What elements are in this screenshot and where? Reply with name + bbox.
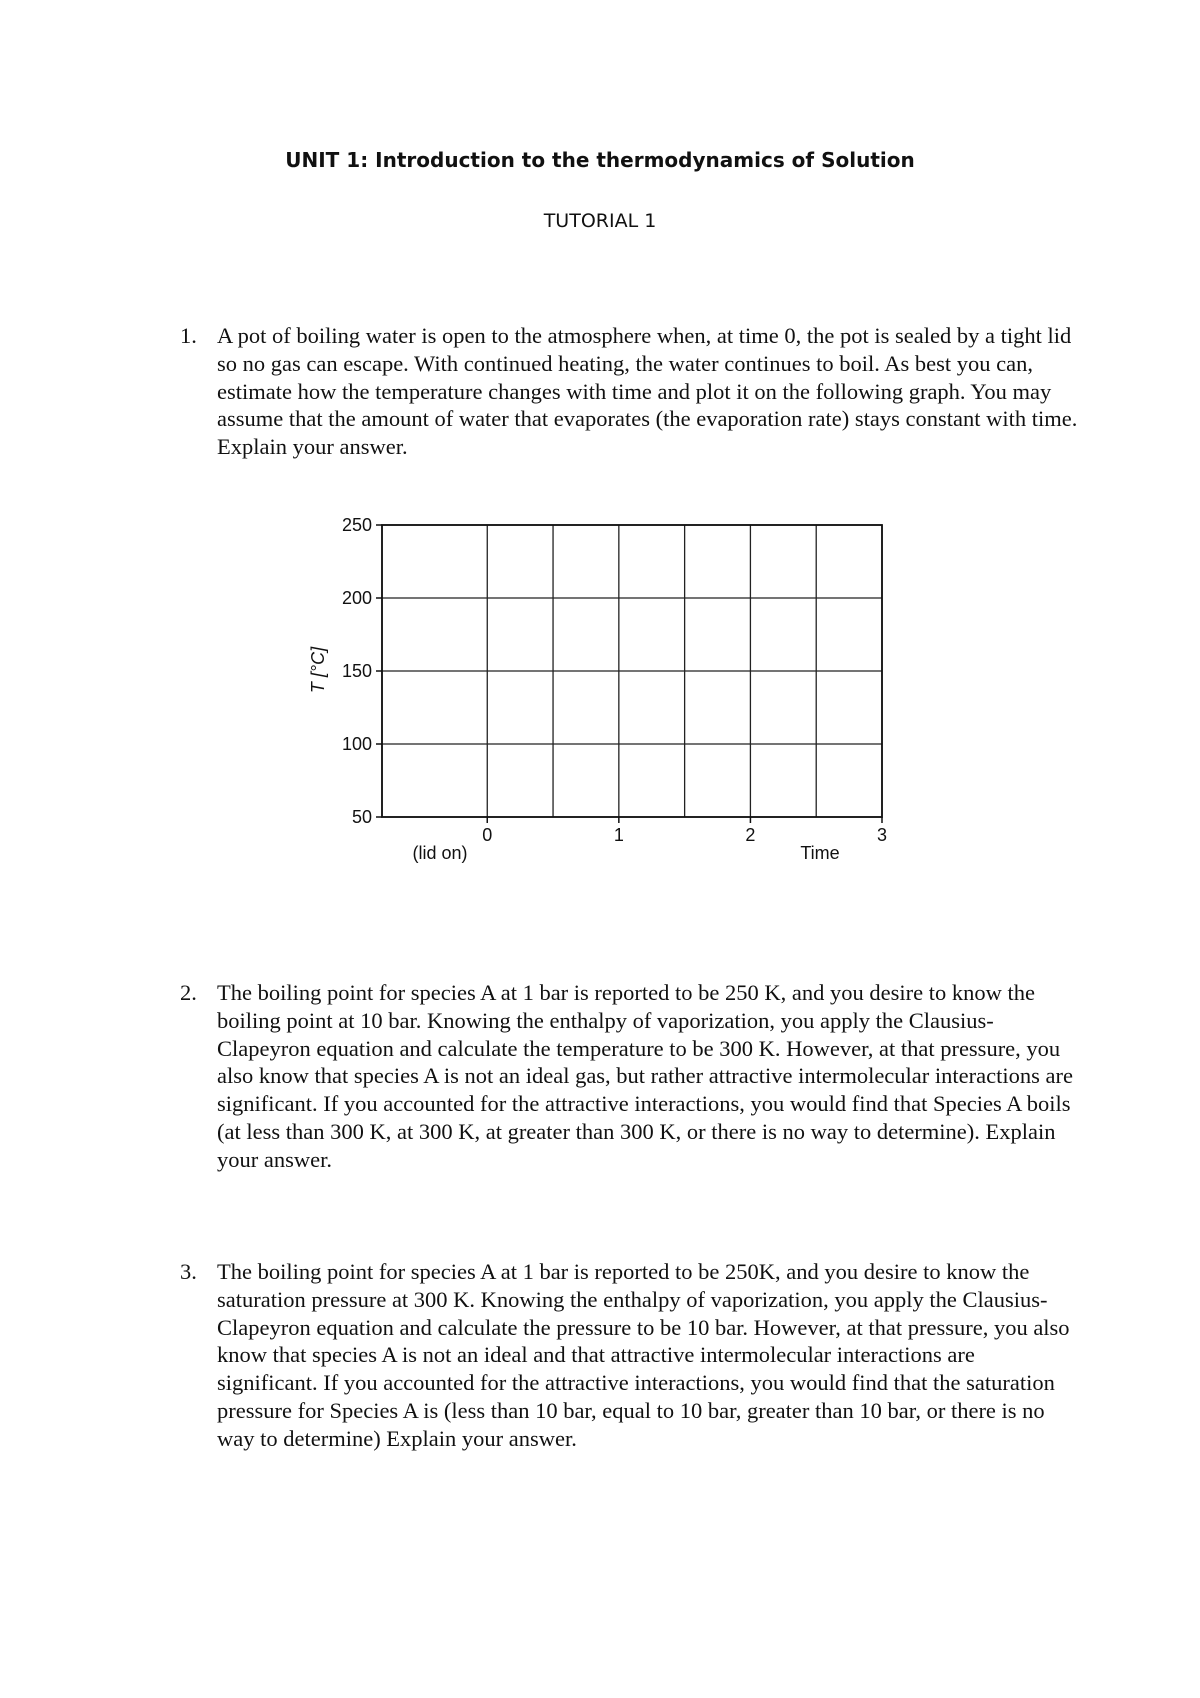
y-tick-label: 50 [351, 807, 372, 827]
y-tick-label: 100 [341, 734, 372, 754]
question-number: 1. [180, 323, 197, 348]
x-tick-label: 1 [613, 825, 624, 845]
y-tick-label: 200 [341, 588, 372, 608]
x-axis-label: Time [800, 843, 840, 863]
x-annotation-lid-on: (lid on) [412, 843, 468, 863]
chart-svg [300, 505, 900, 880]
y-tick-label: 150 [341, 661, 372, 681]
page-title: UNIT 1: Introduction to the thermodynamics of Solution [285, 148, 915, 172]
x-tick-label: 0 [482, 825, 493, 845]
question-3 [180, 1258, 1080, 1453]
question-text: The boiling point for species A at 1 bar is reported to be 250K, and you desire to know the saturation pressure at 300 K. Knowing the enthalpy of vaporization, you apply the Clausius-Clapeyron equation and calculate the pressure to be 10 bar. However, at that pressure, you also know that species A is not an ideal and that attractive intermolecular interactions are significant. If you accounted for the attractive interactions, you would find that the saturation pressure for Species A is (less than 10 bar, equal to 10 bar, greater than 10 bar, or there is no way to determine) Explain your answer. [217, 1259, 1070, 1451]
question-text: A pot of boiling water is open to the atmosphere when, at time 0, the pot is sealed by a tight lid so no gas can escape. With continued heating, the water continues to boil. As best you can, estimate how the temperature changes with time and plot it on the following graph. You may assume that the amount of water that evaporates (the evaporation rate) stays constant with time. Explain your answer. [217, 323, 1078, 460]
y-tick-label: 250 [341, 515, 372, 535]
question-number: 3. [180, 1259, 197, 1284]
question-text: The boiling point for species A at 1 bar is reported to be 250 K, and you desire to know the boiling point at 10 bar. Knowing the enthalpy of vaporization, you apply the Clausius-Clapeyron equation and calculate the temperature to be 300 K. However, at that pressure, you also know that species A is not an ideal gas, but rather attractive intermolecular interactions are significant. If you accounted for the attractive interactions, you would find that Species A boils (at less than 300 K, at 300 K, at greater than 300 K, or there is no way to determine). Explain your answer. [217, 980, 1073, 1172]
y-axis-label: T [°C] [308, 646, 328, 694]
x-tick-label: 2 [745, 825, 756, 845]
question-number: 2. [180, 980, 197, 1005]
temperature-time-chart [300, 505, 900, 880]
question-1 [180, 322, 1080, 461]
page-subtitle: TUTORIAL 1 [543, 210, 657, 232]
question-2 [180, 979, 1080, 1174]
x-tick-label: 3 [876, 825, 888, 845]
